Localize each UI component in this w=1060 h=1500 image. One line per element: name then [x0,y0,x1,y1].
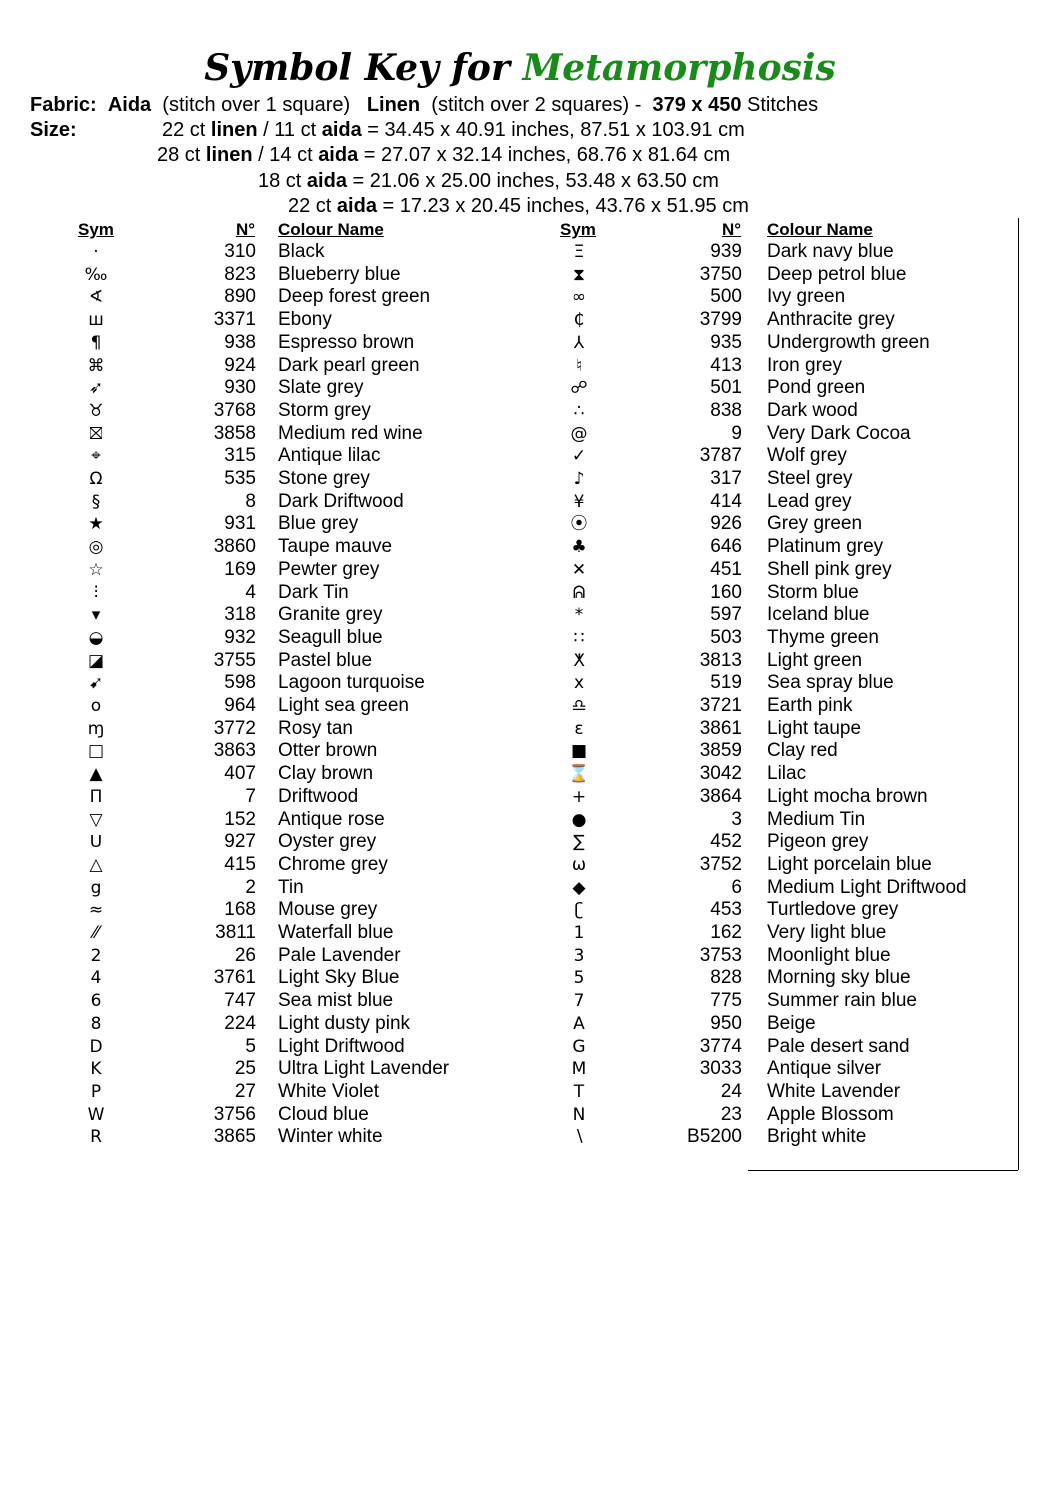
colour-number-cell: 414 [710,490,742,512]
colour-number-cell: 3752 [699,853,742,875]
symbol-cell: Ξ [573,242,585,262]
size-line-post: = 17.23 x 20.45 inches, 43.76 x 51.95 cm [376,195,749,217]
symbol-cell: ⌖ [91,446,101,467]
size-line-post: = 21.06 x 25.00 inches, 53.48 x 63.50 cm [346,170,719,192]
colour-number-cell: 26 [234,944,256,966]
colour-number-cell: 927 [224,831,256,853]
symbol-cell: ◒ [88,627,104,648]
colour-number-cell: 890 [224,286,256,308]
colour-number-cell: 931 [224,513,256,535]
fabric-linen-note: (stitch over 2 squares) - [431,94,642,116]
symbol-cell: ∞ [571,287,587,308]
colour-name-cell: Storm blue [767,581,859,603]
stitch-word: Stitches [747,94,819,116]
colour-name-cell: Shell pink grey [767,558,892,580]
symbol-cell: x [573,673,585,694]
symbol-cell: @ [570,423,588,444]
symbol-cell: M [571,1059,587,1080]
colour-number-cell: 413 [710,354,742,376]
page-title [0,44,1040,92]
colour-number-cell: 535 [224,468,256,489]
colour-number-cell: 318 [224,604,256,626]
colour-number-cell: 25 [234,1058,256,1080]
symbol-cell: § [91,491,101,512]
size-line-pre: 22 ct [162,119,211,141]
header-sym-left: Sym [78,220,114,239]
symbol-cell: ∷ [573,627,585,648]
colour-number-cell: 315 [224,445,256,467]
colour-name-cell: Very Dark Cocoa [767,422,911,444]
size-line [157,143,730,167]
colour-number-cell: 152 [224,808,256,830]
colour-number-cell: 938 [224,331,256,353]
colour-name-cell: Medium Tin [767,808,866,830]
size-line-b2: aida [306,170,347,192]
colour-name-cell: Storm grey [278,399,371,421]
size-line-pre: 18 ct [258,170,307,192]
symbol-cell: 4 [90,968,102,989]
colour-number-cell: 500 [710,286,742,308]
colour-number-cell: 168 [224,899,256,921]
colour-name-cell: Antique silver [767,1058,882,1080]
symbol-cell: ⵅ [573,650,585,671]
colour-number-cell: 3799 [699,309,742,331]
colour-name-cell: Ivy green [767,286,846,308]
colour-number-cell: 3864 [699,785,742,807]
colour-name-cell: Wolf grey [767,445,847,467]
colour-number-cell: 3721 [699,695,742,716]
size-line [162,118,745,142]
symbol-cell: ➹ [88,673,104,694]
colour-name-cell: Stone grey [278,468,370,489]
symbol-cell: ¥ [573,491,585,512]
colour-number-cell: 27 [234,1080,256,1102]
size-line-pre: 28 ct [157,144,206,166]
colour-number-cell: 452 [710,831,742,853]
symbol-cell: ‰ [84,264,108,285]
colour-number-cell: 823 [224,263,256,285]
size-line-pre: 22 ct [288,195,337,217]
symbol-cell: Π [89,786,103,807]
colour-number-cell: 503 [710,626,742,648]
symbol-cell: ʗ [574,900,584,921]
colour-name-cell: White Violet [278,1080,380,1102]
symbol-cell: ⁄⁄ [93,923,99,943]
colour-number-cell: 3768 [213,399,256,421]
symbol-cell: G [572,1036,586,1057]
colour-name-cell: Antique lilac [278,445,381,467]
colour-number-cell: 3033 [699,1058,742,1080]
colour-name-cell: Lead grey [767,490,852,512]
colour-number-cell: 3811 [215,922,256,943]
symbol-cell: ε [574,718,584,739]
symbol-cell: o [90,696,102,716]
colour-name-cell: Rosy tan [278,717,353,739]
colour-name-cell: Anthracite grey [767,309,895,331]
size-line-post: = 34.45 x 40.91 inches, 87.51 x 103.91 cm [361,119,745,141]
size-line-b1: linen [210,119,258,141]
size-line-b2: aida [321,119,362,141]
colour-number-cell: 7 [245,785,256,807]
symbol-cell: 7 [573,991,585,1012]
symbol-cell: □ [87,741,105,762]
symbol-cell: * [574,605,584,626]
symbol-cell: ☍ [570,378,588,399]
symbol-cell: ◎ [88,537,104,558]
colour-name-cell: Medium Light Driftwood [767,876,967,898]
symbol-cell: ∢ [88,287,104,308]
colour-name-cell: Deep forest green [278,286,431,308]
colour-number-cell: 935 [710,331,742,353]
symbol-cell: ш [88,310,104,331]
colour-name-cell: Apple Blossom [767,1103,894,1125]
colour-name-cell: Oyster grey [278,831,377,853]
symbol-cell: 1 [573,923,585,943]
colour-number-cell: 6 [731,876,742,898]
colour-number-cell: 932 [224,626,256,648]
symbol-cell: ☆ [88,559,104,580]
symbol-cell: ⫶ [93,582,99,603]
colour-number-cell: 3859 [699,740,742,762]
size-label: Size: [30,119,77,141]
colour-name-cell: Otter brown [278,740,378,762]
symbol-cell: ≈ [88,900,104,921]
symbol-cell: ➶ [88,378,104,399]
size-line-mid: / 14 ct [252,144,319,166]
symbol-cell: P [90,1081,102,1102]
symbol-cell: ▽ [89,809,103,830]
symbol-cell: N [572,1104,586,1125]
colour-name-cell: Slate grey [278,377,364,399]
colour-name-cell: Pond green [767,377,866,399]
colour-number-cell: 160 [710,581,742,603]
symbol-cell: ⛝ [89,423,103,444]
colour-number-cell: 3371 [213,309,256,331]
colour-number-cell: 415 [224,853,256,875]
colour-name-cell: Steel grey [767,468,853,489]
colour-name-cell: Earth pink [767,695,853,716]
fabric-label: Fabric: [30,94,97,116]
symbol-cell: ¶ [90,332,102,353]
colour-name-cell: Pigeon grey [767,831,869,853]
colour-name-cell: Winter white [278,1126,383,1148]
symbol-cell: ɱ [87,718,105,739]
colour-name-cell: Clay red [767,740,838,762]
symbol-cell: ♉ [88,400,104,421]
colour-name-cell: Bright white [767,1126,867,1148]
symbol-cell: ∖ [573,1127,585,1148]
symbol-cell: ◆ [572,877,586,898]
colour-name-cell: Turtledove grey [767,899,899,921]
symbol-cell: ₵ [573,310,585,331]
colour-number-cell: 451 [710,558,742,580]
colour-name-cell: Dark wood [767,399,858,421]
right-border-line [1018,218,1019,1170]
colour-name-cell: Black [278,241,325,262]
colour-name-cell: White Lavender [767,1080,901,1102]
symbol-cell: ♣ [571,537,587,558]
symbol-cell: △ [89,854,103,875]
fabric-line [30,93,818,117]
colour-name-cell: Light mocha brown [767,785,928,807]
colour-name-cell: Blueberry blue [278,263,401,285]
colour-name-cell: Light Sky Blue [278,967,400,989]
colour-name-cell: Blue grey [278,513,359,535]
colour-number-cell: 4 [245,581,256,603]
colour-number-cell: 597 [710,604,742,626]
colour-name-cell: Ultra Light Lavender [278,1058,450,1080]
colour-number-cell: 501 [710,377,742,399]
symbol-cell: ♮ [575,355,583,376]
colour-name-cell: Moonlight blue [767,944,891,966]
colour-number-cell: 828 [710,967,742,989]
title-prefix: Symbol Key for [204,47,510,89]
colour-name-cell: Summer rain blue [767,990,917,1012]
header-name-left: Colour Name [278,220,384,239]
symbol-cell: ♎ [571,696,587,716]
colour-name-cell: Light Driftwood [278,1035,405,1057]
symbol-cell: ω [571,854,587,875]
colour-number-cell: 3863 [213,740,256,762]
size-line [288,194,749,218]
symbol-cell: ● [571,809,587,830]
colour-name-cell: Beige [767,1012,816,1034]
symbol-cell: 3 [573,945,585,966]
symbol-cell: T [573,1081,585,1102]
colour-name-cell: Light green [767,649,863,671]
colour-number-cell: 775 [710,990,742,1012]
symbol-cell: 2 [90,945,102,966]
colour-number-cell: 519 [710,672,742,694]
symbol-cell: ▲ [89,764,103,785]
colour-name-cell: Iceland blue [767,604,870,626]
symbol-cell: R [90,1127,102,1148]
colour-name-cell: Light porcelain blue [767,853,932,875]
symbol-cell: ✕ [571,559,587,580]
colour-number-cell: 3750 [699,263,742,285]
colour-number-cell: 598 [224,672,256,694]
header-sym-right: Sym [560,220,596,239]
colour-number-cell: 317 [710,468,742,489]
colour-number-cell: 24 [720,1080,742,1102]
colour-name-cell: Ebony [278,309,332,331]
header-name-right: Colour Name [767,220,873,239]
colour-number-cell: 169 [224,558,256,580]
colour-number-cell: 3772 [213,717,256,739]
symbol-cell: · [93,242,99,262]
colour-number-cell: 3042 [699,763,742,785]
size-line-post: = 27.07 x 32.14 inches, 68.76 x 81.64 cm [358,144,731,166]
colour-number-cell: 3865 [213,1126,256,1148]
colour-name-cell: Dark pearl green [278,354,420,376]
colour-number-cell: 3860 [213,536,256,558]
size-line-b1: linen [205,144,253,166]
symbol-cell: ∑ [573,832,585,853]
colour-name-cell: Antique rose [278,808,385,830]
symbol-cell: ★ [88,514,104,535]
colour-number-cell: 747 [224,990,256,1012]
colour-number-cell: 3756 [213,1103,256,1125]
colour-number-cell: 838 [710,399,742,421]
colour-name-cell: Medium red wine [278,422,423,444]
header-num-right: N° [722,220,742,239]
colour-number-cell: 224 [224,1012,256,1034]
colour-number-cell: 950 [710,1012,742,1034]
colour-name-cell: Dark Driftwood [278,490,404,512]
colour-name-cell: Very light blue [767,922,887,943]
colour-name-cell: Pastel blue [278,649,373,671]
colour-name-cell: Sea mist blue [278,990,394,1012]
colour-number-cell: 3813 [699,649,742,671]
colour-name-cell: Granite grey [278,604,383,626]
colour-name-cell: Cloud blue [278,1103,369,1125]
colour-name-cell: Waterfall blue [278,922,394,943]
symbol-cell: ✓ [571,446,587,467]
fabric-linen: Linen [366,94,421,116]
colour-number-cell: 3861 [699,717,742,739]
colour-number-cell: 3 [731,808,742,830]
colour-name-cell: Clay brown [278,763,374,785]
colour-name-cell: Taupe mauve [278,536,393,558]
symbol-cell: ᕱ [572,582,586,603]
stitch-count: 379 x 450 [652,94,742,116]
symbol-cell: + [571,786,587,807]
colour-number-cell: 407 [224,763,256,785]
size-line-b2: aida [318,144,359,166]
colour-number-cell: 2 [245,876,256,898]
symbol-cell: g [90,877,102,898]
colour-name-cell: Light dusty pink [278,1012,411,1034]
colour-name-cell: Light sea green [278,695,409,716]
colour-number-cell: 926 [710,513,742,535]
colour-number-cell: 646 [710,536,742,558]
symbol-cell: 5 [573,968,585,989]
colour-name-cell: Deep petrol blue [767,263,907,285]
fabric-aida: Aida [107,94,152,116]
colour-name-cell: Platinum grey [767,536,884,558]
colour-number-cell: 3858 [213,422,256,444]
size-line-b2: aida [336,195,377,217]
colour-number-cell: 924 [224,354,256,376]
symbol-cell: Ω [89,469,103,489]
title-pattern-name: Metamorphosis [522,47,836,89]
colour-name-cell: Pale Lavender [278,944,401,966]
symbol-cell: ⌛ [568,764,590,785]
colour-name-cell: Grey green [767,513,863,535]
colour-name-cell: Lilac [767,763,807,785]
colour-number-cell: 930 [224,377,256,399]
symbol-cell: ♪ [573,469,585,489]
colour-name-cell: Iron grey [767,354,842,376]
colour-name-cell: Light taupe [767,717,862,739]
colour-name-cell: Espresso brown [278,331,415,353]
colour-number-cell: 310 [224,241,256,262]
colour-name-cell: Morning sky blue [767,967,911,989]
colour-number-cell: 9 [731,422,742,444]
colour-name-cell: Sea spray blue [767,672,894,694]
colour-name-cell: Tin [278,876,304,898]
colour-name-cell: Pewter grey [278,558,380,580]
colour-name-cell: Undergrowth green [767,331,930,353]
symbol-cell: ◪ [87,650,105,671]
colour-number-cell: 3755 [213,649,256,671]
colour-number-cell: 3787 [699,445,742,467]
colour-number-cell: 3761 [213,967,256,989]
symbol-cell: ∴ [573,400,585,421]
symbol-cell: ▾ [91,605,101,626]
colour-number-cell: 3774 [699,1035,742,1057]
header-num-left: N° [236,220,256,239]
symbol-cell: W [87,1104,105,1125]
fabric-aida-note: (stitch over 1 square) [162,94,351,116]
colour-name-cell: Pale desert sand [767,1035,910,1057]
colour-name-cell: Driftwood [278,785,359,807]
symbol-cell: ⦿ [570,514,588,535]
bottom-border-line [748,1170,1018,1171]
symbol-cell: ⌘ [87,355,105,376]
colour-name-cell: Mouse grey [278,899,378,921]
symbol-cell: K [90,1059,102,1080]
colour-number-cell: 5 [245,1035,256,1057]
colour-name-cell: Dark Tin [278,581,349,603]
colour-number-cell: 162 [710,922,742,943]
colour-number-cell: 8 [245,490,256,512]
symbol-cell: ■ [570,741,588,762]
colour-name-cell: Chrome grey [278,853,388,875]
symbol-cell: ⧗ [573,264,585,285]
colour-number-cell: 3753 [699,944,742,966]
colour-number-cell: 964 [224,695,256,716]
colour-number-cell: 453 [710,899,742,921]
colour-name-cell: Dark navy blue [767,241,894,262]
colour-number-cell: B5200 [687,1126,742,1148]
symbol-cell: A [573,1013,585,1034]
symbol-cell: ᑌ [89,832,103,853]
colour-number-cell: 23 [720,1103,742,1125]
colour-name-cell: Seagull blue [278,626,383,648]
symbol-cell: 8 [90,1013,102,1034]
size-line-mid: / 11 ct [257,119,322,141]
colour-number-cell: 939 [710,241,742,262]
colour-name-cell: Thyme green [767,626,879,648]
size-line [258,169,719,193]
symbol-cell: ⅄ [573,332,585,353]
symbol-cell: D [89,1036,103,1057]
symbol-cell: 6 [90,991,102,1012]
colour-name-cell: Lagoon turquoise [278,672,425,694]
